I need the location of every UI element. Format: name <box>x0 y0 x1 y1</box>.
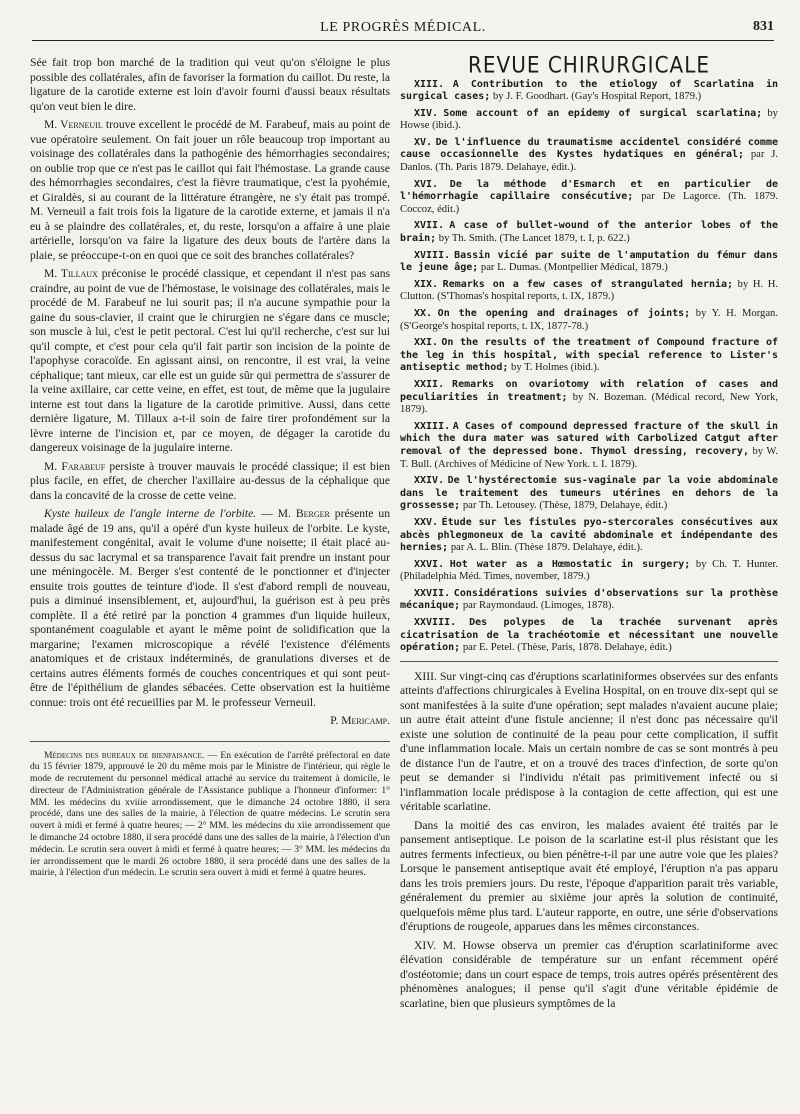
reference-number: XXVI. <box>414 558 445 570</box>
paragraph-text: trouve excellent le procédé de M. Farabeuf, mais au point de vue opératoire seulement. On fait jouer un rôle beaucoup trop important au voisinage des collatérales dans la pathogénie des hémorrhagies secondaires; on oublie trop que ce n'est pas le caillot qui fait l'hémostase. La grande cause des hémorrhagies secondaires, c'est la fièvre traumatique, c'est la pyohémie, et Giraldès, si au courant de la littérature étrangère, ne s'y était pas trompé. M. Verneuil a fait trois fois la ligature de la carotide externe, et jamais il n'a eu à se plaindre des collatérales, et, du reste, lorsqu'on a affaire à une plaie artérielle, lorsqu'on va faire la ligature des deux bouts de l'artère dans la plaie, se préoccupe-t-on en quoi que ce soit des branches collatérales? <box>30 118 391 262</box>
paragraph <box>30 460 390 504</box>
reference-source: par De Lagorce. (Th. 1879. Coccoz, édit.) <box>400 191 778 215</box>
reference-title: Some account of an epidemy of surgical scarlatina; <box>443 107 763 119</box>
reference-number: XVIII. <box>414 249 451 261</box>
reference-source: by Th. Smith. (The Lancet 1879, t. I, p. 622.) <box>436 233 630 245</box>
reference-item <box>400 250 778 275</box>
reference-source: by T. Holmes (ibid.). <box>508 362 600 374</box>
notice-title: Médecins des bureaux de bienfaisance. <box>44 749 205 761</box>
page-header <box>32 18 774 41</box>
reference-title: De la méthode d'Esmarch et en particulier de l'hémorrhagie capillaire consécutive; <box>400 178 778 203</box>
reference-item <box>400 220 778 245</box>
paragraph <box>30 507 390 710</box>
author-signature: P. Mericamp. <box>330 714 390 727</box>
reference-title: A case of bullet-wound of the anterior lobes of the brain; <box>400 220 779 245</box>
reference-title: Considérations suivies d'observations sur la prothèse mécanique; <box>400 587 778 612</box>
paragraph: XIV. M. Howse observa un premier cas d'éruption scarlatiniforme avec élévation considérable de température sur un enfant récemment opéré d'ostéotomie; dans un court espace de temps, trois autres opérés présentèrent des phénomènes analogues; il pense qu'il s'agit d'une véritable épidémie de scarlatine, bien que plusieurs symptômes de la <box>400 938 778 1010</box>
reference-item <box>400 517 778 555</box>
paragraph <box>30 118 390 263</box>
reference-number: XIV. <box>414 107 439 119</box>
reference-source: by W. T. Bull. (Archives of Médicine of New York. t. I. 1879). <box>400 445 778 470</box>
left-column <box>30 56 390 879</box>
section-title: REVUE CHIRURGICALE <box>467 51 710 79</box>
reference-title: A Cases of compound depressed fracture of the skull in which the dura mater was satured with Carbolized Catgut after removal of the depressed bone. Thymol dressing, recovery, <box>400 420 779 457</box>
reference-item <box>400 308 778 333</box>
reference-title: On the opening and drainages of joints; <box>437 308 691 319</box>
paragraph <box>30 267 390 456</box>
reference-source: par Th. Letousey. (Thèse, 1879, Delahaye, édit.) <box>460 500 668 512</box>
reference-number: XXI. <box>414 337 439 349</box>
reference-item <box>400 179 778 217</box>
reference-item <box>400 617 778 655</box>
paragraph-text: présente un malade âgé de 19 ans, qu'il a opéré d'un kyste huileux de l'orbite. Le kyste, manifestement congénital, avait le volume d'une noisette; il était placé au-dessus du sac lacrymal et sa transparence l'avait fait prendre un instant pour une méningocèle. M. Berger s'est contenté de le ponctionner et d'injecter ensuite trois gouttes de teinture d'iode. Il s'est d'abord rempli de nouveau, puis a diminué insensiblement, et, aujourd'hui, la guérison est à peu près complète. Il a été retiré par la ponction 4 grammes d'un liquide huileux, spontanément coagulable et ayant le même point de solidification que la margarine; l'examen microscopique a révélé l'existence d'éléments anatomiques et de cristaux indéterminés, de granulations diverses et de certains autres éléments formés de couches concentriques et qui sont peut-être de l'épithélium de glandes sébacées. Cette observation est la huitième connue: trois ont été recueillies par M. le professeur Verneuil. <box>30 507 390 709</box>
reference-title: A Contribution to the etiology of Scarlatina in surgical cases; <box>400 78 778 103</box>
reference-source: par J. Danlos. (Th. Paris 1879. Delahaye, édit.). <box>400 149 778 174</box>
notice-text: — En exécution de l'arrêté préfectoral en date du 15 février 1879, approuvé le 20 du même mois par le Ministre de l'intérieur, qui règle le mode de recrutement du personnel médical attaché au service du traitement à domicile, le directeur de l'Administration générale de l'Assistance publique a l'honneur d'informer: 1° MM. les médecins du xviiie arrondissement, que le dimanche 24 octobre 1880, il sera procédé, dans une des salles de la mairie, à l'élection de quatre médecins. Le scrutin sera ouvert à midi et fermé à quatre heures; — 2° MM. les médecins du xiie arrondissement que le dimanche 24 octobre 1880, il sera procédé dans une des salles de la mairie, à l'élection d'un médecin. Le scrutin sera ouvert à midi et fermé à quatre heures; — 3° MM. les médecins du ier arrondissement que le mardi 26 octobre 1880, il sera procédé dans une des salles de la mairie, à l'élection d'un médecin. Le scrutin sera ouvert à midi et fermé à quatre heures. <box>30 749 390 879</box>
reference-source: by Y. H. Morgan. (S'George's hospital reports, t. IX, 1877-78.) <box>400 308 778 332</box>
reference-item <box>400 137 778 175</box>
reference-item <box>400 421 778 471</box>
speaker-name: M. Verneuil <box>44 118 103 131</box>
speaker-name: — M. Berger <box>256 507 330 520</box>
reference-source: by J. F. Goodhart. (Gay's Hospital Report, 1879.) <box>490 91 702 103</box>
reference-source: par A. L. Blin. (Thèse 1879. Delahaye, édit.). <box>448 542 643 554</box>
reference-title: On the results of the treatment of Compound fracture of the leg in this hospital, with special reference to Lister's antiseptic method; <box>400 337 778 374</box>
reference-title: Bassin vicié par suite de l'amputation du fémur dans le jeune âge; <box>400 249 778 274</box>
notice-paragraph <box>30 750 390 880</box>
reference-source: par L. Dumas. (Montpellier Médical, 1879.) <box>478 262 668 274</box>
reference-title: De l'influence du traumatisme accidentel considéré comme cause occasionnelle des Kystes hydatiques en général; <box>400 136 778 161</box>
paragraph: Sée fait trop bon marché de la tradition qui veut qu'on s'éloigne le plus possible des collatérales, afin de favoriser la formation du caillot. Du reste, la ligature de la carotide externe est loin d'avoir fourni d'aussi beaux résultats qu'on veut bien le dire. <box>30 56 390 113</box>
paragraph-text: persiste à trouver mauvais le procédé classique; il est bien plus facile, en effet, de chercher l'axillaire au-dessus de la céphalique que dans la concavité de la crosse de cette veine. <box>30 459 390 502</box>
paragraph: XIII. Sur vingt-cinq cas d'éruptions scarlatiniformes observées sur des enfants atteints d'affections chirurgicales à Evelina Hospital, on en trouve dix-sept qui se sont manifestées à la suite d'une opération; sept malades n'avaient aucune plaie; un autre était atteint d'une fistule ancienne; il n'est donc pas nécessaire qu'il existe une solution de continuité de la peau pour cette complication, il suffit d'une inflammation locale. Mais un certain nombre de cas se sont montrés à peu de distance l'un de l'autre, et on a trouvé des traces d'infection, de sorte qu'on peut se demander si l'individu n'était pas primitivement infecté ou si l'inflammation locale prédispose à la contagion de cette affection, qui est une véritable scarlatine. <box>400 669 778 814</box>
reference-number: XVII. <box>414 220 445 232</box>
speaker-name: M. Tillaux <box>44 267 98 280</box>
reference-source: par Raymondaud. (Limoges, 1878). <box>460 600 615 612</box>
reference-title: Remarks on ovariotomy with relation of cases and peculiarities in treatment; <box>400 378 778 403</box>
reference-source: par E. Petel. (Thèse, Paris, 1878. Delahaye, édit.) <box>460 642 672 654</box>
reference-number: XXIII. <box>414 420 451 432</box>
reference-number: XVI. <box>414 178 439 190</box>
reference-item <box>400 108 778 133</box>
case-title: Kyste huileux de l'angle interne de l'orbite. <box>44 507 257 520</box>
reference-number: XXV. <box>414 516 439 528</box>
reference-title: Hot water as a Hœmostatic in surgery; <box>449 558 691 570</box>
reference-number: XXII. <box>414 378 445 390</box>
speaker-name: M. Farabeuf <box>44 459 106 473</box>
reference-source: by N. Bozeman. (Médical record, New York, 1879). <box>400 391 778 416</box>
reference-item <box>400 279 778 304</box>
reference-title: Des polypes de la trachée survenant après cicatrisation de la trachéotomie et nécessitant une nouvelle opération; <box>400 617 778 654</box>
notice-box <box>30 741 390 880</box>
paragraph-text: préconise le procédé classique, et cependant il n'est pas sans craindre, au point de vue de l'hémostase, le voisinage des collatérales, mais le procédé de M. Farabeuf ne lui sourit pas; il n'a aucune sympathie pour la gaine du sous-clavier, il craint que le chirurgien ne s'égare dans ce muscle; son muscle à lui, c'est le petit pectoral. C'est lui qu'il recherche, c'est sur lui qu'il compte, et c'est pour cela qu'il fait partir son incision de la pointe de l'apophyse coracoïde. En agissant ainsi, on rencontre, il est vrai, la veine céphalique; tant mieux, car elle est un guide sûr qui permettra de s'assurer de la veine axillaire, car cette veine, en effet, est tout, de même que la jugulaire interne est tout dans la ligature de la carotide primitive. Aussi, dans cette dernière ligature, M. Tillaux a-t-il soin de faire tirer profondément sur la lèvre interne de l'incision et, par ce moyen, de dégager la carotide du dangereux voisinage de la jugulaire interne. <box>30 267 390 454</box>
reference-number: XXVIII. <box>414 617 457 629</box>
reference-number: XIII. <box>414 78 445 90</box>
reference-number: XXVII. <box>414 587 451 599</box>
reference-list <box>400 79 778 655</box>
reference-item <box>400 337 778 375</box>
reference-item <box>400 559 778 584</box>
paragraph: Dans la moitié des cas environ, les malades avaient été traités par le pansement antiseptique. Le poison de la scarlatine est-il plus résistant que les autres ferments infectieux, ou bien pénètre-t-il par une autre voie que les plaies? Lorsque le pansement antiseptique avait été employé, l'éruption n'a pas apparu dans les trois premiers jours. Du reste, l'époque d'apparition parait très variable, généralement du premier au sixième jour après la solution de continuité, quelquefois même plus tard. L'auteur rapporte, en outre, une série d'observations d'éruptions de rougeole, apparues dans les mêmes circonstances. <box>400 818 778 934</box>
reference-source: by Ch. T. Hunter. (Philadelphia Méd. Times, november, 1879.) <box>400 558 779 583</box>
reference-title: De l'hystérectomie sus-vaginale par la voie abdominale dans le traitement des tumeurs utérines en dehors de la grossesse; <box>400 475 778 512</box>
reference-number: XIX. <box>414 278 439 290</box>
reference-number: XV. <box>414 136 433 148</box>
reference-title: Remarks on a few cases of strangulated hernia; <box>442 278 734 290</box>
reference-source: by H. H. Clutton. (S'Thomas's hospital reports, t. IX, 1879.) <box>400 278 779 303</box>
divider <box>400 661 778 662</box>
right-column <box>400 51 779 1015</box>
journal-title: LE PROGRÈS MÉDICAL. <box>320 20 486 35</box>
reference-item <box>400 79 778 104</box>
reference-item <box>400 475 778 513</box>
reference-source: by Howse (ibid.). <box>400 107 778 132</box>
reference-number: XXIV. <box>414 475 445 487</box>
reference-item <box>400 379 778 417</box>
reference-title: Étude sur les fistules pyo-stercorales consécutives aux abcès phlegmoneux de la cavité abdominale et indépendante des hernies; <box>400 516 778 554</box>
page-number: 831 <box>753 19 774 34</box>
reference-number: XX. <box>414 308 433 319</box>
reference-item <box>400 588 778 613</box>
